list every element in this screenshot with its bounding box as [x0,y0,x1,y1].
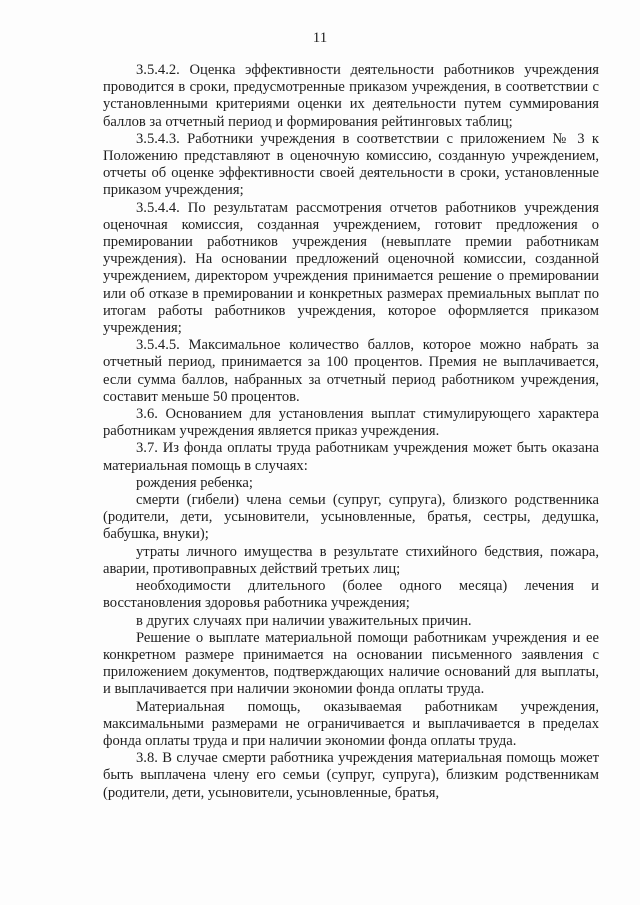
paragraph-3-7: 3.7. Из фонда оплаты труда работникам учреждения может быть оказана материальная помощь в случаях: [103,440,599,474]
list-item-loss-of-property: утраты личного имущества в результате стихийного бедствия, пожара, аварии, противоправных действий третьих лиц; [103,543,599,577]
paragraph-3-5-4-5: 3.5.4.5. Максимальное количество баллов, которое можно набрать за отчетный период, принимается за 100 процентов. Премия не выплачивается, если сумма баллов, набранных за отчетный период работником учреждения, составит меньше 50 процентов. [103,337,599,405]
paragraph-limits: Материальная помощь, оказываемая работникам учреждения, максимальными размерами не ограничивается и выплачивается в пределах фонда оплаты труда и при наличии экономии фонда оплаты труда. [103,698,599,749]
page-number: 11 [312,30,328,46]
list-item-death-of-relative: смерти (гибели) члена семьи (супруг, супруга), близкого родственника (родители, дети, усыновители, усыновленные, братья, сестры, дедушка, бабушка, внуки); [103,492,599,543]
list-item-other-reasons: в других случаях при наличии уважительных причин. [136,612,472,629]
list-item-childbirth: рождения ребенка; [136,474,253,491]
paragraph-3-6: 3.6. Основанием для установления выплат стимулирующего характера работникам учреждения является приказ учреждения. [103,406,599,440]
paragraph-3-5-4-4: 3.5.4.4. По результатам рассмотрения отчетов работников учреждения оценочная комиссия, созданная учреждением, готовит предложения о премировании работников учреждения (невыплате премии работникам учреждения). На основании предложений оценочной комиссии, созданной учреждением, директором учреждения принимается решение о премировании или об отказе в премировании и конкретных размерах премиальных выплат по итогам работы работников учреждения, которое оформляется приказом учреждения; [103,199,599,337]
list-item-long-treatment: необходимости длительного (более одного месяца) лечения и восстановления здоровья работника учреждения; [103,578,599,612]
paragraph-3-5-4-2: 3.5.4.2. Оценка эффективности деятельности работников учреждения проводится в сроки, предусмотренные приказом учреждения, в соответствии с установленными критериями оценки их деятельности путем суммирования баллов за отчетный период и формирования рейтинговых таблиц; [103,62,599,130]
paragraph-decision: Решение о выплате материальной помощи работникам учреждения и ее конкретном размере принимается на основании письменного заявления с приложением документов, подтверждающих наличие оснований для выплаты, и выплачивается при наличии экономии фонда оплаты труда. [103,629,599,698]
paragraph-3-8: 3.8. В случае смерти работника учреждения материальная помощь может быть выплачена члену его семьи (супруг, супруга), близким родственникам (родители, дети, усыновители, усыновленные, братья, [103,750,599,801]
paragraph-3-5-4-3: 3.5.4.3. Работники учреждения в соответствии с приложением № 3 к Положению представляют в оценочную комиссию, созданную учреждением, отчеты об оценке эффективности своей деятельности в сроки, установленные приказом учреждения; [103,130,599,199]
document-body [103,62,599,802]
